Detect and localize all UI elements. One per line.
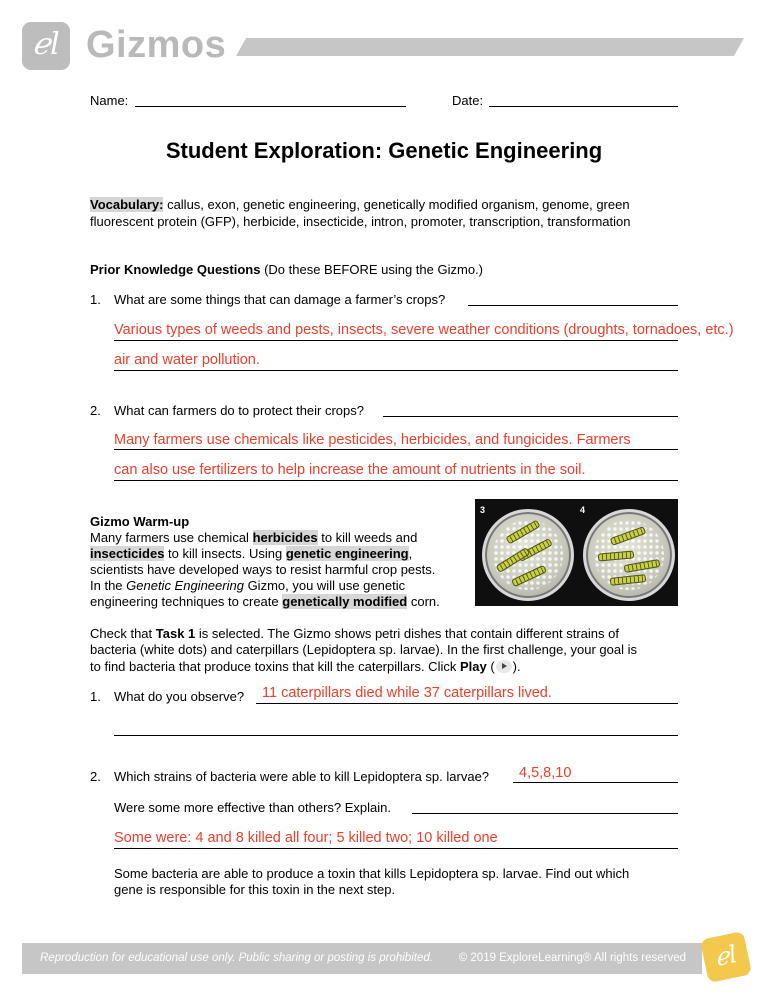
vocabulary-line-2: fluorescent protein (GFP), herbicide, insecticide, intron, promoter, transcription, transformation <box>90 214 631 229</box>
answer-line <box>114 480 678 481</box>
answer-line[interactable] <box>412 813 678 814</box>
q2-answer[interactable]: 4,5,8,10 <box>519 765 572 781</box>
check-line-3: to find bacteria that produce toxins that kill the caterpillars. Click Play ( ). <box>90 659 521 674</box>
name-field[interactable] <box>135 106 406 107</box>
footer-disclaimer: Reproduction for educational use only. Public sharing or posting is prohibited. <box>40 952 433 964</box>
answer-line <box>513 782 678 783</box>
name-label: Name: <box>90 93 129 108</box>
page-title: Student Exploration: Genetic Engineering <box>165 138 603 163</box>
dish-label-4: 4 <box>580 505 586 515</box>
brand-name: Gizmos <box>86 24 227 66</box>
prior-q1-number: 1. <box>90 292 101 307</box>
date-field[interactable] <box>489 106 678 107</box>
check-line-1: Check that Task 1 is selected. The Gizmo shows petri dishes that contain different strains of <box>90 626 619 641</box>
explorelearning-logo: ℯl <box>700 931 752 983</box>
warmup-line-2: insecticides to kill insects. Using genetic engineering, <box>90 546 413 561</box>
answer-line <box>114 370 678 371</box>
prior-q2-number: 2. <box>90 403 101 418</box>
prior-knowledge-heading: Prior Knowledge Questions (Do these BEFORE using the Gizmo.) <box>90 262 483 277</box>
prior-q2-blank[interactable] <box>383 416 678 417</box>
logo-glyph: ℯl <box>32 27 60 62</box>
answer-line <box>114 449 678 450</box>
vocabulary-label: Vocabulary: <box>90 197 164 212</box>
answer-line <box>256 703 678 704</box>
prior-q1-blank[interactable] <box>468 305 678 306</box>
q2-subquestion: Were some more effective than others? Explain. <box>114 800 391 815</box>
q2-number: 2. <box>90 769 101 784</box>
prior-q1-text: What are some things that can damage a farmer’s crops? <box>114 292 446 307</box>
footer-bar <box>22 943 702 974</box>
petri-dish-right <box>583 509 675 601</box>
q1-answer[interactable]: 11 caterpillars died while 37 caterpillars lived. <box>262 685 552 701</box>
q1-number: 1. <box>90 689 101 704</box>
q2-text: Which strains of bacteria were able to kill Lepidoptera sp. larvae? <box>114 769 490 784</box>
play-icon <box>496 660 512 673</box>
warmup-heading: Gizmo Warm-up <box>90 514 190 529</box>
warmup-line-5: engineering techniques to create genetically modified corn. <box>90 594 440 609</box>
answer-line <box>114 340 678 341</box>
prior-q2-answer-1[interactable]: Many farmers use chemicals like pesticides, herbicides, and fungicides. Farmers <box>114 432 631 448</box>
prior-q1-answer-2[interactable]: air and water pollution. <box>114 352 260 368</box>
warmup-line-1: Many farmers use chemical herbicides to kill weeds and <box>90 530 418 545</box>
petri-dish-image <box>475 499 678 606</box>
note-line-1: Some bacteria are able to produce a toxin that kills Lepidoptera sp. larvae. Find out which <box>114 866 630 881</box>
petri-dish-left <box>482 509 574 601</box>
answer-line <box>114 848 678 849</box>
dish-label-3: 3 <box>480 505 486 515</box>
warmup-line-4: In the Genetic Engineering Gizmo, you will use genetic <box>90 578 406 593</box>
warmup-line-3: scientists have developed ways to resist harmful crop pests. <box>90 562 436 577</box>
q2-subanswer[interactable]: Some were: 4 and 8 killed all four; 5 killed two; 10 killed one <box>114 830 498 846</box>
prior-q2-text: What can farmers do to protect their crops? <box>114 403 364 418</box>
check-line-2: bacteria (white dots) and caterpillars (Lepidoptera sp. larvae). In the first challenge, your goal is <box>90 642 638 657</box>
date-label: Date: <box>452 93 484 108</box>
prior-q1-answer-1[interactable]: Various types of weeds and pests, insects, severe weather conditions (droughts, tornadoes, etc.) <box>114 322 734 338</box>
footer-copyright: © 2019 ExploreLearning® All rights reserved <box>458 952 686 964</box>
q1-text: What do you observe? <box>114 689 245 704</box>
answer-line[interactable] <box>114 735 678 736</box>
vocabulary-line-1: Vocabulary: callus, exon, genetic engineering, genetically modified organism, genome, green <box>90 197 630 212</box>
prior-q2-answer-2[interactable]: can also use fertilizers to help increase the amount of nutrients in the soil. <box>114 462 586 478</box>
gizmos-logo <box>22 22 70 70</box>
note-line-2: gene is responsible for this toxin in the next step. <box>114 882 396 897</box>
header-bar <box>236 38 744 56</box>
